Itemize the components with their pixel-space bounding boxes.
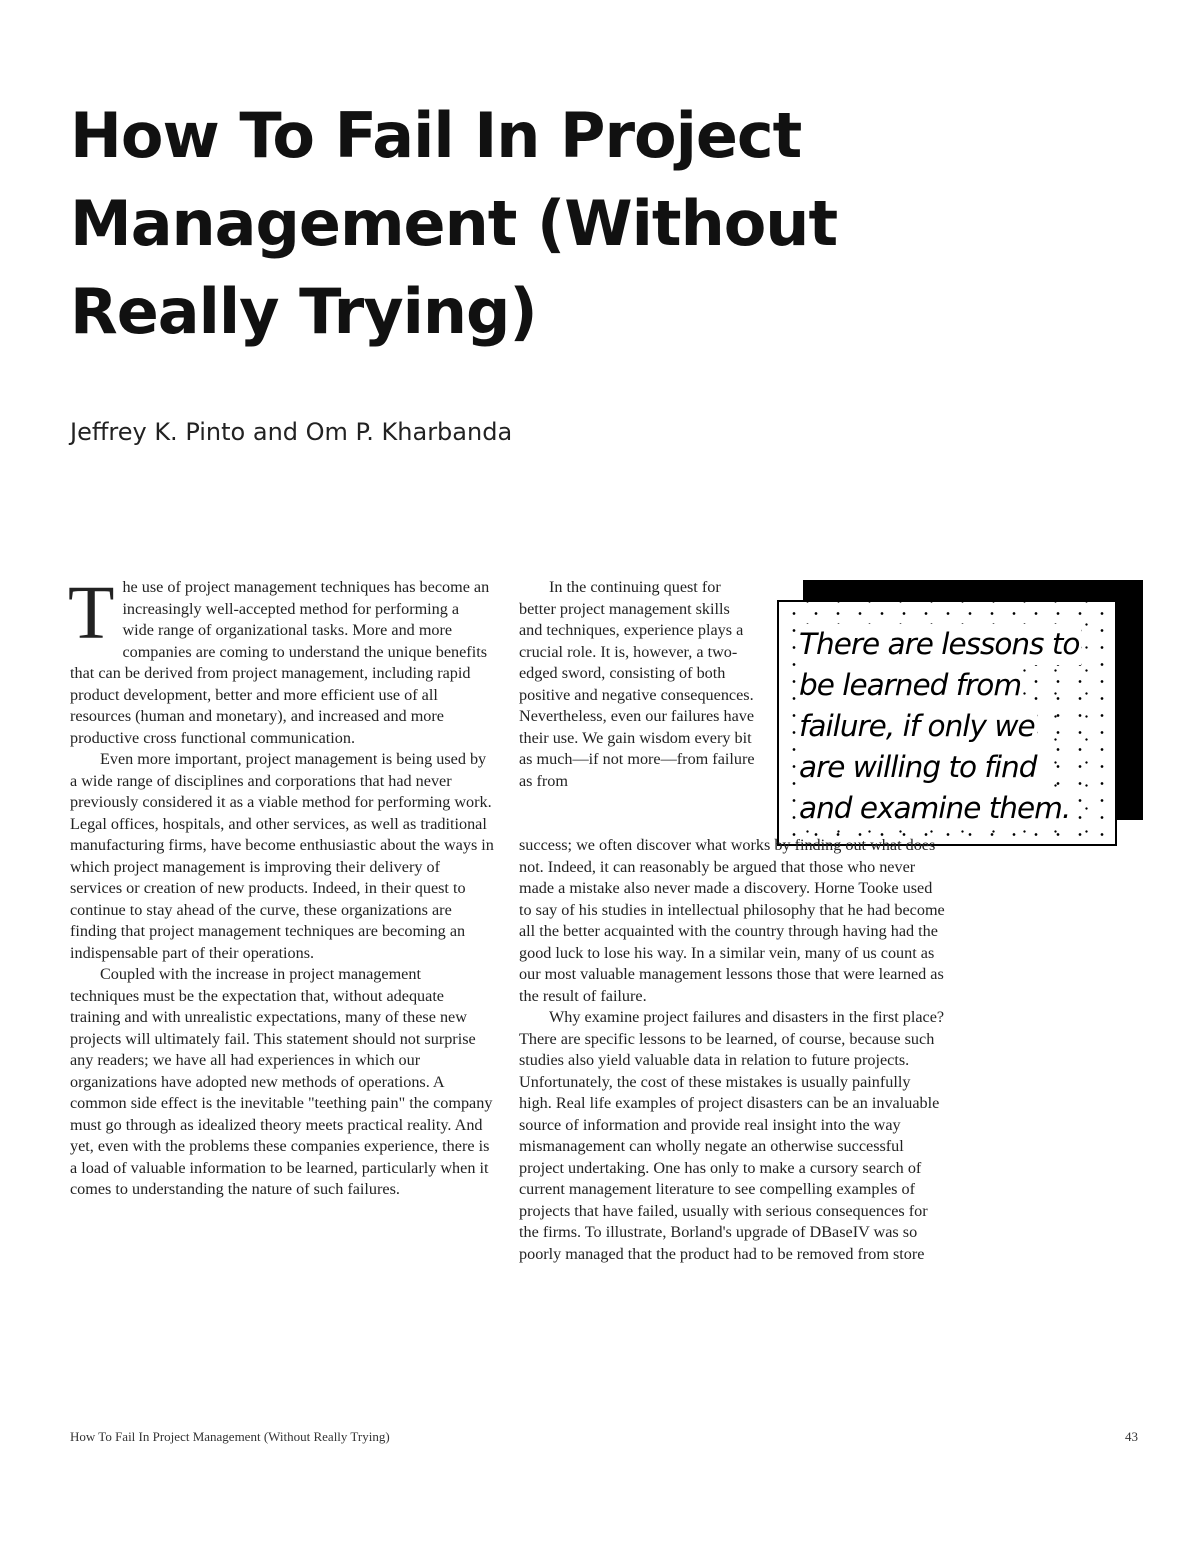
pull-quote-line-5: and examine them. [797,788,1072,829]
paragraph-4-start: In the continuing quest for better project management skills and techniques, experience plays a crucial role. It is, however, a two-edged sword, consisting of both positive and negative consequences. Nevertheless, even our failures have their use. We gain wisdom every bit as much—if not more—from failure as from [519,578,755,790]
column-right-upper [519,577,755,792]
page-number: 43 [1125,1429,1138,1444]
pull-quote-line-2: be learned from [797,665,1023,706]
title-line-1: How To Fail In Project [70,99,802,172]
pull-quote-line-3: failure, if only we [797,706,1037,747]
pull-quote-box [777,600,1117,846]
paragraph-4-end: success; we often discover what works by finding out what does not. Indeed, it can reasonably be argued that those who never made a mistake also never made a discovery. Horne Tooke used to say of his studies in intellectual philosophy that he had become all the better acquainted with the country through having had the good luck to lose his way. In a similar vein, many of us count as our most valuable management lessons those that were learned as the result of failure. [519,836,945,1005]
author-byline: Jeffrey K. Pinto and Om P. Kharbanda [70,418,513,446]
paragraph-1 [68,571,494,749]
running-footer-title: How To Fail In Project Management (Without Really Trying) [70,1429,390,1444]
article-title [70,92,970,356]
pull-quote-line-1: There are lessons to [797,624,1081,665]
paragraph-1-text: he use of project management techniques has become an increasingly well-accepted method for performing a wide range of organizational tasks. More and more companies are coming to understand the unique benefits that can be derived from project management, including rapid product development, better and more efficient use of all resources (human and monetary), and increased and more productive cross functional communication. [70,578,490,747]
column-left [68,571,494,1201]
pull-quote-line-4: are willing to find [797,747,1038,788]
paragraph-5: Why examine project failures and disasters in the first place? There are specific lessons to be learned, of course, because such studies also yield valuable data in relation to future projects. Unfortunately, the cost of these mistakes is usually painfully high. Real life examples of project disasters can be an invaluable source of information and provide real insight into the way mismanagement can wholly negate an otherwise successful project undertaking. One has only to make a cursory search of current management literature to see compelling examples of projects that have failed, usually with serious consequences for the firms. To illustrate, Borland's upgrade of DBaseIV was so poorly managed that the product had to be removed from store [519,1008,945,1263]
title-line-2: Management (Without [70,187,838,260]
column-right-lower [519,835,945,1265]
pull-quote-text [797,624,1105,829]
paragraph-3: Coupled with the increase in project management techniques must be the expectation that, without adequate training and with unrealistic expectations, many of these new projects will ultimately fail. This statement should not surprise any readers; we have all had experiences in which our organizations have adopted new methods of operations. A common side effect is the inevitable "teething pain" the company must go through as idealized theory meets practical reality. And yet, even with the problems these companies experience, there is a load of valuable information to be learned, particularly when it comes to understanding the nature of such failures. [70,965,493,1198]
title-line-3: Really Trying) [70,275,537,348]
drop-cap: T [68,571,115,655]
paragraph-2: Even more important, project management is being used by a wide range of disciplines and corporations that had never previously considered it as a viable method for performing work. Legal offices, hospitals, and other services, as well as traditional manufacturing firms, have become enthusiastic about the ways in which project management is improving their delivery of services or creation of new products. Indeed, in their quest to continue to stay ahead of the curve, these organizations are finding that project management techniques are becoming an indispensable part of their operations. [70,750,494,962]
